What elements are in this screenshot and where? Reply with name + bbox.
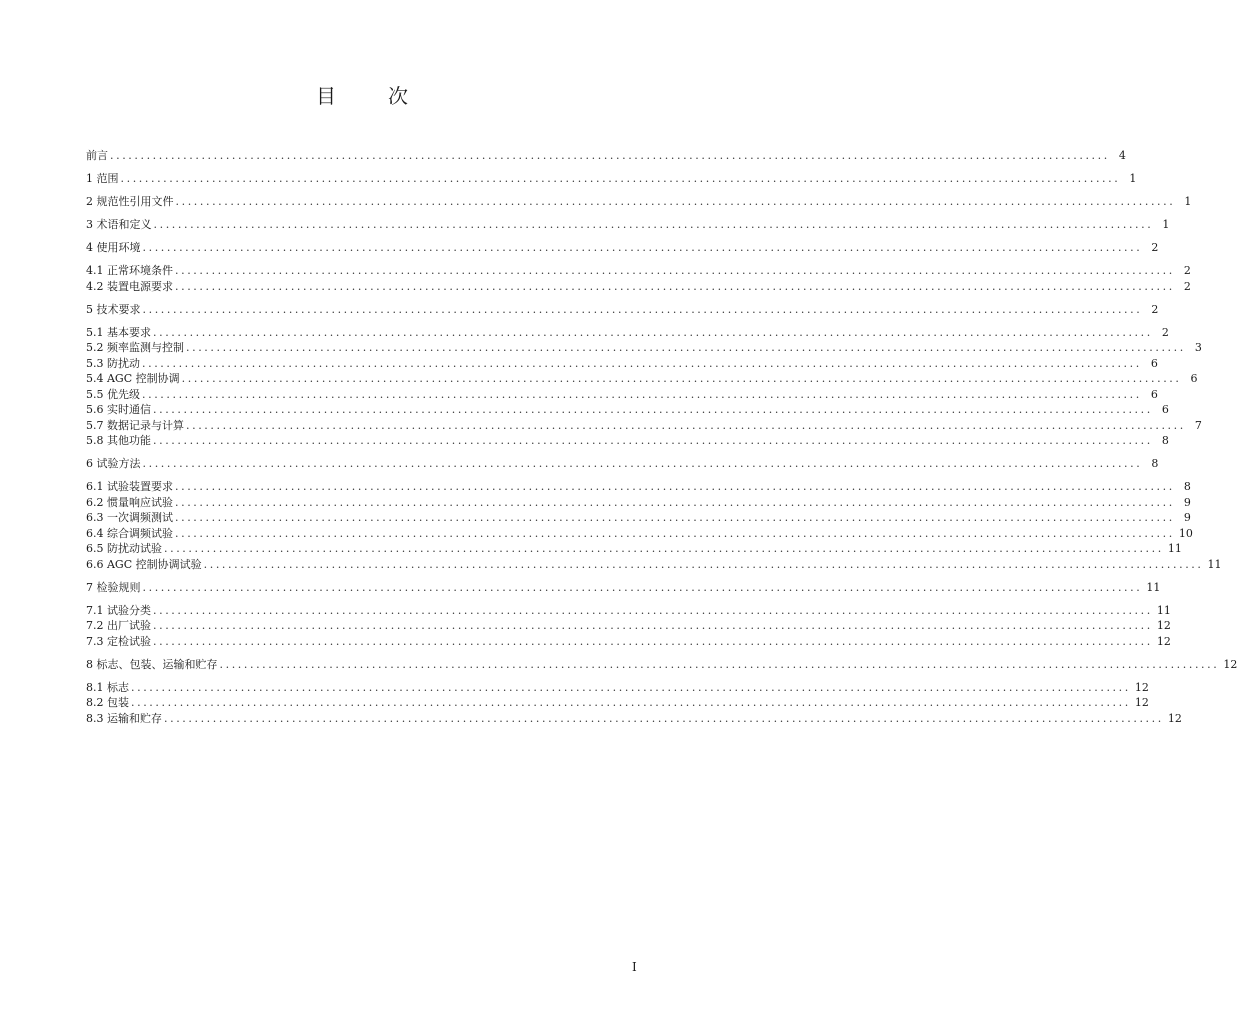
toc-entry[interactable] bbox=[86, 526, 1193, 542]
toc-dot-leader: .................................................................................................................................................................... bbox=[131, 696, 1131, 709]
toc-entry-page: 4 bbox=[1118, 149, 1126, 162]
toc-entry-page: 11 bbox=[1146, 580, 1161, 594]
toc-dot-leader: .................................................................................................................................................................... bbox=[110, 149, 1110, 162]
toc-entry[interactable] bbox=[86, 387, 1158, 403]
toc-entry[interactable] bbox=[86, 340, 1202, 356]
toc-entry-page: 8 bbox=[1161, 434, 1169, 447]
toc-dot-leader: .................................................................................................................................................................... bbox=[175, 511, 1175, 524]
toc-dot-leader: .................................................................................................................................................................... bbox=[153, 634, 1153, 648]
toc-dot-leader: .................................................................................................................................................................... bbox=[181, 372, 1182, 385]
toc-entry-page: 9 bbox=[1183, 495, 1191, 509]
toc-entry-label: 6.4 综合调频试验 bbox=[86, 526, 173, 540]
toc-dot-leader: .................................................................................................................................................................... bbox=[203, 557, 1204, 571]
toc-entry-label: 6.1 试验装置要求 bbox=[86, 480, 173, 493]
toc-entry-label: 6.6 AGC 控制协调试验 bbox=[86, 557, 202, 571]
toc-dot-leader: .................................................................................................................................................................... bbox=[153, 619, 1153, 632]
toc-entry-label: 5.3 防扰动 bbox=[86, 356, 140, 370]
toc-entry[interactable] bbox=[86, 302, 1159, 318]
toc-entry-label: 5.6 实时通信 bbox=[86, 403, 151, 416]
toc-entry[interactable] bbox=[86, 495, 1191, 511]
page-number: I bbox=[632, 960, 637, 974]
toc-entry-label: 5.4 AGC 控制协调 bbox=[86, 372, 180, 385]
toc-entry-page: 11 bbox=[1207, 557, 1222, 571]
toc-entry[interactable] bbox=[86, 618, 1171, 634]
toc-dot-leader: .................................................................................................................................................................... bbox=[175, 264, 1175, 277]
toc-entry-page: 12 bbox=[1223, 657, 1237, 671]
toc-entry-page: 6 bbox=[1161, 403, 1169, 416]
toc-dot-leader: .................................................................................................................................................................... bbox=[153, 218, 1154, 231]
toc-entry[interactable] bbox=[86, 263, 1191, 279]
toc-entry-label: 3 术语和定义 bbox=[86, 218, 152, 231]
toc-entry-label: 1 范围 bbox=[86, 172, 119, 185]
toc-entry-label: 5.2 频率监测与控制 bbox=[86, 341, 184, 354]
toc-entry-label: 8.2 包装 bbox=[86, 696, 129, 709]
toc-entry[interactable] bbox=[86, 695, 1149, 711]
toc-entry-label: 5 技术要求 bbox=[86, 302, 141, 316]
toc-entry[interactable] bbox=[86, 580, 1161, 596]
toc-dot-leader: .................................................................................................................................................................... bbox=[175, 495, 1175, 509]
toc-dot-leader: .................................................................................................................................................................... bbox=[164, 542, 1164, 555]
toc-entry-label: 7.2 出厂试验 bbox=[86, 619, 151, 632]
toc-entry[interactable] bbox=[86, 541, 1182, 557]
toc-entry[interactable] bbox=[86, 356, 1158, 372]
toc-entry-page: 2 bbox=[1183, 279, 1191, 293]
toc-entry-page: 6 bbox=[1150, 387, 1158, 401]
toc-dot-leader: .................................................................................................................................................................... bbox=[153, 434, 1153, 447]
toc-entry-page: 8 bbox=[1183, 480, 1191, 493]
toc-entry[interactable] bbox=[86, 557, 1222, 573]
toc-entry-label: 7.3 定检试验 bbox=[86, 634, 151, 648]
toc-entry-page: 6 bbox=[1190, 372, 1198, 385]
toc-dot-leader: .................................................................................................................................................................... bbox=[142, 580, 1143, 594]
toc-entry-label: 4 使用环境 bbox=[86, 241, 141, 254]
toc-entry[interactable] bbox=[86, 148, 1126, 164]
toc-entry[interactable] bbox=[86, 433, 1169, 449]
toc-entry-page: 6 bbox=[1150, 356, 1158, 370]
toc-entry-page: 11 bbox=[1156, 603, 1171, 617]
toc-dot-leader: .................................................................................................................................................................... bbox=[142, 302, 1143, 316]
toc-entry-label: 8.3 运输和贮存 bbox=[86, 711, 162, 725]
toc-entry-label: 6 试验方法 bbox=[86, 457, 141, 470]
toc-entry-page: 10 bbox=[1178, 526, 1193, 540]
toc-dot-leader: .................................................................................................................................................................... bbox=[142, 241, 1143, 254]
toc-entry-label: 5.8 其他功能 bbox=[86, 434, 151, 447]
toc-entry-page: 12 bbox=[1156, 619, 1171, 632]
toc-dot-leader: .................................................................................................................................................................... bbox=[186, 418, 1186, 432]
toc-dot-leader: .................................................................................................................................................................... bbox=[131, 680, 1131, 694]
toc-entry-page: 12 bbox=[1134, 680, 1149, 694]
toc-entry[interactable] bbox=[86, 634, 1171, 650]
toc-entry[interactable] bbox=[86, 194, 1192, 210]
toc-entry-page: 2 bbox=[1151, 302, 1159, 316]
toc-title: 目 次 bbox=[316, 84, 424, 108]
toc-entry-page: 8 bbox=[1151, 457, 1159, 470]
toc-entry-label: 6.3 一次调频测试 bbox=[86, 511, 173, 524]
toc-entry[interactable] bbox=[86, 657, 1237, 673]
toc-entry-label: 2 规范性引用文件 bbox=[86, 195, 174, 208]
toc-dot-leader: .................................................................................................................................................................... bbox=[153, 603, 1153, 617]
toc-entry-label: 6.2 惯量响应试验 bbox=[86, 495, 173, 509]
toc-entry-label: 7.1 试验分类 bbox=[86, 603, 151, 617]
toc-entry-page: 12 bbox=[1156, 634, 1171, 648]
toc-entry-page: 1 bbox=[1129, 172, 1137, 185]
toc-entry[interactable] bbox=[86, 171, 1137, 187]
toc-entry-page: 2 bbox=[1151, 241, 1159, 254]
toc-entry[interactable] bbox=[86, 402, 1169, 418]
toc-entry-page: 1 bbox=[1184, 195, 1192, 208]
toc-dot-leader: .................................................................................................................................................................... bbox=[186, 341, 1186, 354]
toc-entry-label: 6.5 防扰动试验 bbox=[86, 542, 162, 555]
toc-entry-page: 12 bbox=[1134, 696, 1149, 709]
table-of-contents bbox=[86, 148, 1237, 726]
toc-dot-leader: .................................................................................................................................................................... bbox=[175, 480, 1175, 493]
toc-entry-label: 4.2 装置电源要求 bbox=[86, 279, 173, 293]
toc-entry-page: 2 bbox=[1161, 325, 1169, 339]
toc-entry-label: 8.1 标志 bbox=[86, 680, 129, 694]
toc-entry-label: 前言 bbox=[86, 149, 108, 162]
toc-entry[interactable] bbox=[86, 510, 1191, 526]
toc-entry[interactable] bbox=[86, 240, 1159, 256]
toc-dot-leader: .................................................................................................................................................................... bbox=[142, 457, 1143, 470]
toc-entry-label: 5.7 数据记录与计算 bbox=[86, 418, 184, 432]
toc-entry-label: 4.1 正常环境条件 bbox=[86, 264, 173, 277]
toc-entry[interactable] bbox=[86, 711, 1182, 727]
toc-entry-label: 8 标志、包装、运输和贮存 bbox=[86, 657, 218, 671]
toc-entry-page: 7 bbox=[1194, 418, 1202, 432]
toc-entry[interactable] bbox=[86, 456, 1159, 472]
toc-dot-leader: .................................................................................................................................................................... bbox=[175, 195, 1176, 208]
toc-entry-page: 3 bbox=[1194, 341, 1202, 354]
toc-entry[interactable] bbox=[86, 325, 1169, 341]
toc-entry-label: 5.1 基本要求 bbox=[86, 325, 151, 339]
toc-entry-page: 12 bbox=[1167, 711, 1182, 725]
toc-dot-leader: .................................................................................................................................................................... bbox=[142, 387, 1142, 401]
toc-entry[interactable] bbox=[86, 418, 1202, 434]
toc-dot-leader: .................................................................................................................................................................... bbox=[175, 526, 1175, 540]
toc-entry-label: 5.5 优先级 bbox=[86, 387, 140, 401]
toc-entry[interactable] bbox=[86, 680, 1149, 696]
toc-entry[interactable] bbox=[86, 603, 1171, 619]
toc-dot-leader: .................................................................................................................................................................... bbox=[219, 657, 1220, 671]
toc-dot-leader: .................................................................................................................................................................... bbox=[153, 403, 1153, 416]
toc-dot-leader: .................................................................................................................................................................... bbox=[153, 325, 1153, 339]
toc-entry-page: 2 bbox=[1183, 264, 1191, 277]
toc-entry[interactable] bbox=[86, 217, 1170, 233]
toc-entry[interactable] bbox=[86, 279, 1191, 295]
toc-entry[interactable] bbox=[86, 479, 1191, 495]
toc-entry[interactable] bbox=[86, 371, 1198, 387]
toc-dot-leader: .................................................................................................................................................................... bbox=[175, 279, 1175, 293]
toc-dot-leader: .................................................................................................................................................................... bbox=[142, 356, 1142, 370]
toc-dot-leader: .................................................................................................................................................................... bbox=[120, 172, 1121, 185]
toc-entry-page: 11 bbox=[1167, 542, 1182, 555]
toc-dot-leader: .................................................................................................................................................................... bbox=[164, 711, 1164, 725]
toc-entry-page: 9 bbox=[1183, 511, 1191, 524]
toc-entry-page: 1 bbox=[1162, 218, 1170, 231]
toc-entry-label: 7 检验规则 bbox=[86, 580, 141, 594]
